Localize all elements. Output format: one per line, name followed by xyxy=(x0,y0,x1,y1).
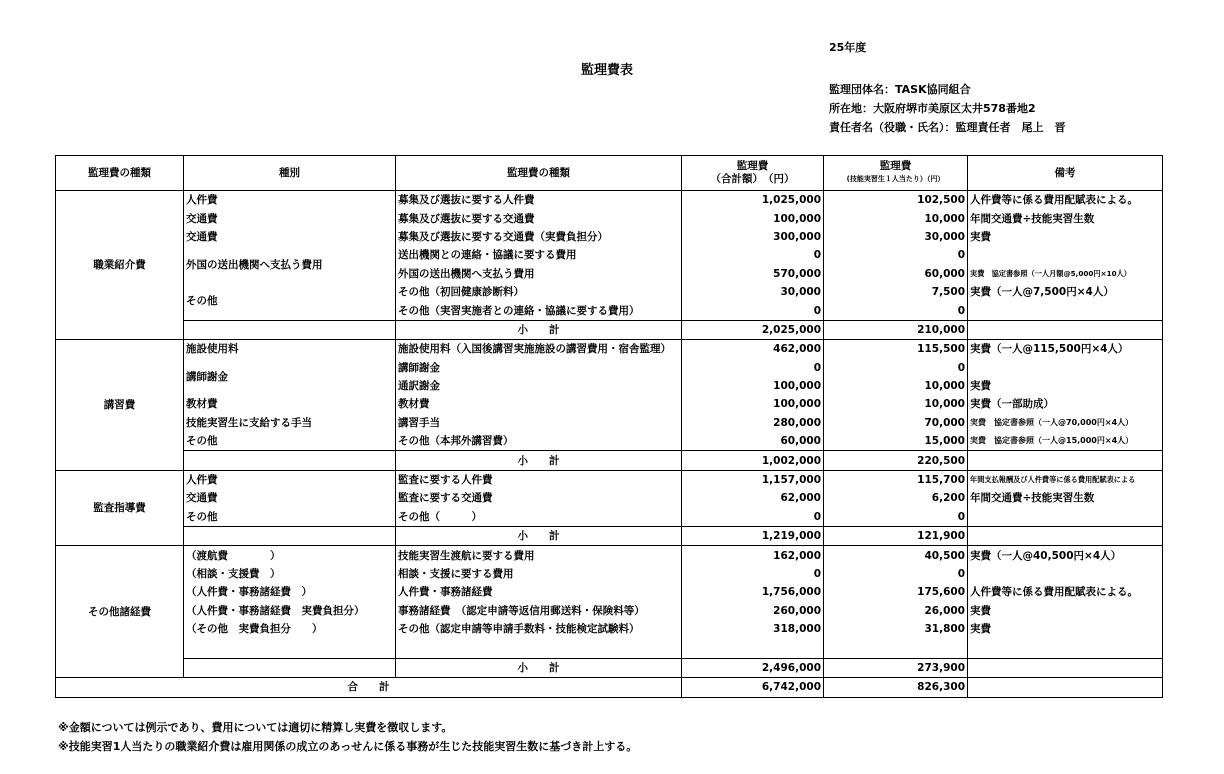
table-row xyxy=(56,191,1163,210)
subtotal-blank xyxy=(184,527,396,546)
subtotal-row xyxy=(56,320,1163,339)
subtotal-row xyxy=(56,527,1163,546)
col-per-sub: (技能実習生１人当たり）（円） xyxy=(846,175,945,183)
row-item: その他（実習実施者との連絡・協議に要する費用） xyxy=(396,301,682,320)
subtotal-note xyxy=(968,320,1163,339)
subtotal-total: 2,025,000 xyxy=(682,320,824,339)
row-item: 講師謝金 xyxy=(396,359,682,377)
table-row xyxy=(56,432,1163,451)
row-per xyxy=(824,638,968,658)
col-kind: 種別 xyxy=(184,156,396,191)
row-item: 送出機関との連絡・協議に要する費用 xyxy=(396,246,682,264)
row-note: 年間交通費÷技能実習生数 xyxy=(968,209,1163,227)
row-kind: 教材費 xyxy=(184,395,396,413)
row-note: 実費（一人@40,500円×4人） xyxy=(968,546,1163,565)
row-per: 102,500 xyxy=(824,191,968,210)
table-row xyxy=(56,508,1163,527)
subtotal-label: 小 計 xyxy=(396,527,682,546)
row-per: 0 xyxy=(824,301,968,320)
row-per: 0 xyxy=(824,508,968,527)
row-item: 技能実習生渡航に要する費用 xyxy=(396,546,682,565)
row-item: 教材費 xyxy=(396,395,682,413)
row-total: 280,000 xyxy=(682,414,824,432)
row-total xyxy=(682,638,824,658)
subtotal-total: 1,002,000 xyxy=(682,451,824,470)
subtotal-per: 220,500 xyxy=(824,451,968,470)
row-per: 70,000 xyxy=(824,414,968,432)
row-note: 実費 xyxy=(968,602,1163,620)
row-note: 人件費等に係る費用配賦表による。 xyxy=(968,583,1163,601)
row-item xyxy=(396,638,682,658)
table-row xyxy=(56,546,1163,565)
grand-total-note xyxy=(968,678,1163,697)
row-total: 0 xyxy=(682,301,824,320)
table-row xyxy=(56,638,1163,658)
row-item: その他（本邦外講習費） xyxy=(396,432,682,451)
subtotal-total: 1,219,000 xyxy=(682,527,824,546)
row-item: 監査に要する人件費 xyxy=(396,470,682,489)
row-per: 6,200 xyxy=(824,489,968,507)
row-per: 40,500 xyxy=(824,546,968,565)
subtotal-note xyxy=(968,527,1163,546)
row-kind: その他 xyxy=(184,432,396,451)
subtotal-label: 小 計 xyxy=(396,658,682,677)
group-label-kansa: 監査指導費 xyxy=(56,470,184,546)
row-note xyxy=(968,565,1163,583)
row-total: 260,000 xyxy=(682,602,824,620)
group-label-koshu: 講習費 xyxy=(56,340,184,471)
grand-total-per: 826,300 xyxy=(824,678,968,697)
row-total: 100,000 xyxy=(682,395,824,413)
row-note: 人件費等に係る費用配賦表による。 xyxy=(968,191,1163,210)
row-total: 0 xyxy=(682,565,824,583)
table-row xyxy=(56,340,1163,359)
row-per: 10,000 xyxy=(824,377,968,395)
row-kind: 交通費 xyxy=(184,489,396,507)
footnote-2: ※技能実習1人当たりの職業紹介費は雇用関係の成立のあっせんに係る事務が生じた技能実習生数に基づき計上する。 xyxy=(58,740,638,753)
row-kind: 講師謝金 xyxy=(184,359,396,396)
subtotal-note xyxy=(968,658,1163,677)
row-per: 115,700 xyxy=(824,470,968,489)
subtotal-blank xyxy=(184,658,396,677)
table-row xyxy=(56,583,1163,601)
row-total: 300,000 xyxy=(682,228,824,246)
row-total: 462,000 xyxy=(682,340,824,359)
col-per-trainee xyxy=(824,156,968,191)
row-total: 30,000 xyxy=(682,283,824,301)
row-note xyxy=(968,246,1163,264)
group-label-sonota: その他諸経費 xyxy=(56,546,184,678)
row-item: その他（初回健康診断料） xyxy=(396,283,682,301)
row-item: 募集及び選抜に要する人件費 xyxy=(396,191,682,210)
table-row xyxy=(56,489,1163,507)
row-item: 講習手当 xyxy=(396,414,682,432)
row-item: その他（ ） xyxy=(396,508,682,527)
group-label-shokai: 職業紹介費 xyxy=(56,191,184,340)
row-note: 実費（一部助成） xyxy=(968,395,1163,413)
row-note xyxy=(968,508,1163,527)
row-item: 外国の送出機関へ支払う費用 xyxy=(396,265,682,283)
row-note: 実費 xyxy=(968,620,1163,638)
row-note: 実費 xyxy=(968,377,1163,395)
col-total xyxy=(682,156,824,191)
row-per: 15,000 xyxy=(824,432,968,451)
col-fee-type: 監理費の種類 xyxy=(56,156,184,191)
row-item: 人件費・事務諸経費 xyxy=(396,583,682,601)
row-total: 100,000 xyxy=(682,209,824,227)
row-per: 10,000 xyxy=(824,209,968,227)
row-note: 実費 協定書参照（一人@15,000円×4人） xyxy=(968,432,1163,451)
col-remarks: 備考 xyxy=(968,156,1163,191)
table-header-row xyxy=(56,156,1163,191)
row-total: 0 xyxy=(682,246,824,264)
subtotal-note xyxy=(968,451,1163,470)
row-item: 募集及び選抜に要する交通費 xyxy=(396,209,682,227)
row-note xyxy=(968,301,1163,320)
row-kind: 施設使用料 xyxy=(184,340,396,359)
col-fee-item: 監理費の種類 xyxy=(396,156,682,191)
row-kind xyxy=(184,638,396,658)
responsible-person: 責任者名（役職・氏名）：監理責任者 尾上 晋 xyxy=(829,121,1066,134)
row-note: 実費（一人@7,500円×4人） xyxy=(968,283,1163,301)
row-item: 施設使用料（入国後講習実施施設の講習費用・宿舎監理） xyxy=(396,340,682,359)
table-row xyxy=(56,620,1163,638)
table-row xyxy=(56,228,1163,246)
row-per: 115,500 xyxy=(824,340,968,359)
grand-total-row xyxy=(56,678,1163,697)
col-per-title: 監理費 xyxy=(879,160,912,172)
subtotal-total: 2,496,000 xyxy=(682,658,824,677)
subtotal-blank xyxy=(184,320,396,339)
row-per: 0 xyxy=(824,359,968,377)
row-total: 162,000 xyxy=(682,546,824,565)
grand-total-amount: 6,742,000 xyxy=(682,678,824,697)
row-note xyxy=(968,359,1163,377)
row-kind: 人件費 xyxy=(184,470,396,489)
row-note: 実費 協定書参照（一人月額@5,000円×10人） xyxy=(968,265,1163,283)
subtotal-blank xyxy=(184,451,396,470)
row-item: その他（認定申請等申請手数料・技能検定試験料） xyxy=(396,620,682,638)
organization-address: 所在地：大阪府堺市美原区太井578番地2 xyxy=(829,102,1036,115)
row-item: 相談・支援に要する費用 xyxy=(396,565,682,583)
row-note: 実費（一人@115,500円×4人） xyxy=(968,340,1163,359)
table-row xyxy=(56,209,1163,227)
grand-total-label: 合 計 xyxy=(56,678,682,697)
fiscal-year: 25年度 xyxy=(829,41,867,54)
table-row xyxy=(56,359,1163,377)
table-row xyxy=(56,470,1163,489)
col-total-sub: （合計額） （円） xyxy=(710,173,795,185)
row-kind: 人件費 xyxy=(184,191,396,210)
table-row xyxy=(56,246,1163,264)
row-kind: 交通費 xyxy=(184,228,396,246)
row-per: 175,600 xyxy=(824,583,968,601)
organization-name: 監理団体名：TASK協同組合 xyxy=(829,83,971,96)
row-note: 実費 協定書参照（一人@70,000円×4人） xyxy=(968,414,1163,432)
table-row xyxy=(56,395,1163,413)
subtotal-row xyxy=(56,658,1163,677)
supervision-fee-table xyxy=(55,155,1163,698)
row-total: 60,000 xyxy=(682,432,824,451)
row-item: 監査に要する交通費 xyxy=(396,489,682,507)
table-row xyxy=(56,602,1163,620)
row-kind: （相談・支援費 ） xyxy=(184,565,396,583)
subtotal-per: 121,900 xyxy=(824,527,968,546)
row-kind: 交通費 xyxy=(184,209,396,227)
row-total: 570,000 xyxy=(682,265,824,283)
table-row xyxy=(56,283,1163,301)
row-total: 1,756,000 xyxy=(682,583,824,601)
subtotal-row xyxy=(56,451,1163,470)
subtotal-per: 273,900 xyxy=(824,658,968,677)
row-total: 1,157,000 xyxy=(682,470,824,489)
row-kind: （人件費・事務諸経費 実費負担分） xyxy=(184,602,396,620)
page-title: 監理費表 xyxy=(581,63,634,78)
row-total: 0 xyxy=(682,359,824,377)
row-kind: （人件費・事務諸経費 ） xyxy=(184,583,396,601)
row-per: 60,000 xyxy=(824,265,968,283)
row-kind: 外国の送出機関へ支払う費用 xyxy=(184,246,396,283)
row-note xyxy=(968,638,1163,658)
row-total: 1,025,000 xyxy=(682,191,824,210)
subtotal-per: 210,000 xyxy=(824,320,968,339)
table-row xyxy=(56,414,1163,432)
row-per: 7,500 xyxy=(824,283,968,301)
row-kind: その他 xyxy=(184,283,396,320)
row-note: 年間支払報酬及び人件費等に係る費用配賦表による xyxy=(968,470,1163,489)
row-note: 年間交通費÷技能実習生数 xyxy=(968,489,1163,507)
subtotal-label: 小 計 xyxy=(396,320,682,339)
row-kind: （その他 実費負担分 ） xyxy=(184,620,396,638)
col-total-title: 監理費 xyxy=(736,160,769,172)
row-item: 事務諸経費 （認定申請等返信用郵送料・保険料等） xyxy=(396,602,682,620)
table-row xyxy=(56,565,1163,583)
subtotal-label: 小 計 xyxy=(396,451,682,470)
row-note: 実費 xyxy=(968,228,1163,246)
row-kind: その他 xyxy=(184,508,396,527)
row-per: 10,000 xyxy=(824,395,968,413)
row-per: 0 xyxy=(824,565,968,583)
row-kind: 技能実習生に支給する手当 xyxy=(184,414,396,432)
row-total: 0 xyxy=(682,508,824,527)
footnote-1: ※金額については例示であり、費用については適切に精算し実費を徴収します。 xyxy=(58,721,453,734)
row-total: 318,000 xyxy=(682,620,824,638)
row-per: 0 xyxy=(824,246,968,264)
row-total: 100,000 xyxy=(682,377,824,395)
row-total: 62,000 xyxy=(682,489,824,507)
row-per: 31,800 xyxy=(824,620,968,638)
row-kind: （渡航費 ） xyxy=(184,546,396,565)
row-item: 通訳謝金 xyxy=(396,377,682,395)
row-per: 30,000 xyxy=(824,228,968,246)
row-item: 募集及び選抜に要する交通費（実費負担分） xyxy=(396,228,682,246)
row-per: 26,000 xyxy=(824,602,968,620)
